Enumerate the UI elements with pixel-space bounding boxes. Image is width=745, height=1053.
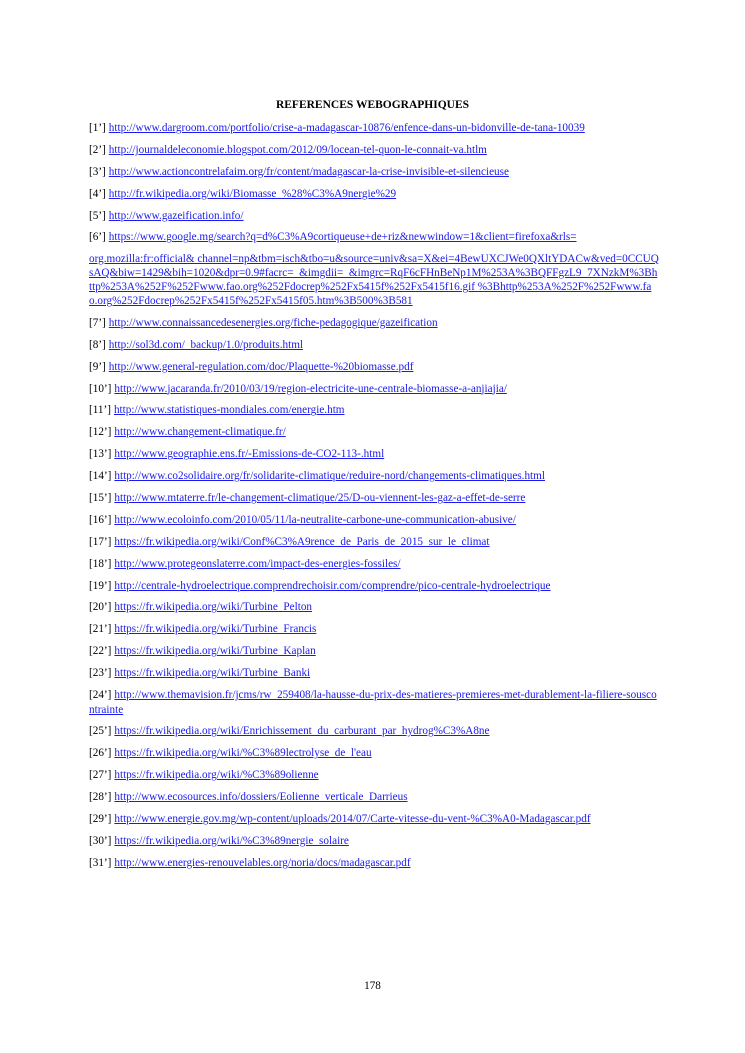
reference-item (89, 382, 659, 397)
reference-item (89, 688, 659, 717)
reference-number: [24’] (89, 689, 112, 701)
reference-number: [18’] (89, 557, 112, 570)
reference-number: [21’] (89, 623, 112, 636)
reference-number: [2’] (89, 143, 106, 156)
reference-link[interactable]: http://www.general-regulation.com/doc/Plaquette-%20biomasse.pdf (108, 360, 414, 373)
reference-link[interactable]: http://www.mtaterre.fr/le-changement-climatique/25/D-ou-viennent-les-gaz-a-effet-de-serre (114, 491, 526, 504)
page-number: 178 (364, 980, 381, 992)
reference-link[interactable]: http://www.dargroom.com/portfolio/crise-a-madagascar-10876/enfence-dans-un-bidonville-de-tana-10039 (108, 122, 585, 134)
reference-number: [31’] (89, 856, 112, 869)
reference-number: [20’] (89, 601, 112, 614)
reference-number: [27’] (89, 769, 112, 782)
reference-number: [30’] (89, 834, 112, 847)
reference-number: [28’] (89, 791, 112, 804)
reference-item (89, 165, 659, 180)
reference-link[interactable]: http://www.statistiques-mondiales.com/energie.htm (113, 404, 345, 417)
reference-number: [14’] (89, 470, 112, 483)
reference-item (89, 469, 659, 484)
reference-link[interactable]: https://fr.wikipedia.org/wiki/Conf%C3%A9rence_de_Paris_de_2015_sur_le_climat (114, 535, 490, 548)
reference-link[interactable]: https://fr.wikipedia.org/wiki/%C3%89olienne (114, 769, 319, 782)
reference-link[interactable]: http://www.jacaranda.fr/2010/03/19/region-electricite-une-centrale-biomasse-a-anjiajia/ (114, 382, 507, 395)
reference-item (89, 812, 659, 827)
reference-number: [17’] (89, 535, 112, 548)
reference-number: [3’] (89, 165, 106, 178)
reference-item (89, 447, 659, 462)
reference-number: [16’] (89, 513, 112, 526)
reference-number: [11’] (89, 404, 111, 417)
reference-link-continuation[interactable]: org.mozilla:fr:official& channel=np&tbm=isch&tbo=u&source=univ&sa=X&ei=4BewUXCJWe0QXltYDACw&ved=0CCUQsAQ&biw=1429&bih=1020&dpr=0.9#facrc=_&imgdii=_&imgrc=RqF6cFHnBeNp1M%253A%3BQFFgzL9_7XNzkM%3Bhttp%253A%252F%252Fwww.fao.org%252Fdocrep%252Fx5415f%252Fx5415f16.gif %3Bhttp%253A%252F%252Fwww.fao.org%252Fdocrep%252Fx5415f%252Fx5415f05.htm%3B500%3B581 (89, 252, 659, 308)
reference-link[interactable]: http://www.ecosources.info/dossiers/Eolienne_verticale_Darrieus (114, 791, 408, 804)
reference-link[interactable]: https://fr.wikipedia.org/wiki/Turbine_Francis (114, 623, 317, 636)
reference-number: [15’] (89, 491, 112, 504)
reference-number: [4’] (89, 187, 106, 200)
reference-link[interactable]: http://journaldeleconomie.blogspot.com/2012/09/locean-tel-quon-le-connait-va.htlm (108, 143, 487, 156)
reference-item (89, 209, 659, 224)
reference-item (89, 535, 659, 550)
reference-number: [13’] (89, 448, 112, 461)
reference-number: [23’] (89, 667, 112, 680)
reference-item (89, 338, 659, 353)
reference-item (89, 768, 659, 783)
reference-item (89, 557, 659, 572)
reference-link[interactable]: http://www.connaissancedesenergies.org/fiche-pedagogique/gazeification (108, 316, 438, 329)
reference-number: [19’] (89, 579, 112, 592)
reference-link[interactable]: https://www.google.mg/search?q=d%C3%A9cortiqueuse+de+riz&newwindow=1&client=firefoxa&rls= (108, 231, 577, 244)
reference-number: [12’] (89, 426, 112, 439)
reference-item (89, 187, 659, 202)
reference-number: [1’] (89, 122, 106, 134)
reference-item (89, 600, 659, 615)
reference-link[interactable]: http://www.protegeonslaterre.com/impact-des-energies-fossiles/ (114, 557, 401, 570)
reference-link[interactable]: https://fr.wikipedia.org/wiki/Turbine_Pelton (114, 601, 313, 614)
reference-item (89, 579, 659, 594)
reference-number: [10’] (89, 382, 112, 395)
reference-number: [22’] (89, 645, 112, 658)
reference-link[interactable]: http://www.gazeification.info/ (108, 209, 244, 222)
reference-item (89, 491, 659, 506)
reference-link[interactable]: http://sol3d.com/_backup/1.0/produits.html (108, 338, 304, 351)
reference-item (89, 666, 659, 681)
reference-item (89, 622, 659, 637)
reference-link[interactable]: http://www.actioncontrelafaim.org/fr/content/madagascar-la-crise-invisible-et-silencieuse (108, 165, 509, 178)
reference-link[interactable]: https://fr.wikipedia.org/wiki/%C3%89lectrolyse_de_l'eau (114, 747, 372, 760)
reference-item (89, 316, 659, 331)
reference-link[interactable]: http://www.changement-climatique.fr/ (114, 426, 286, 439)
reference-number: [26’] (89, 747, 112, 760)
reference-link[interactable]: http://www.energie.gov.mg/wp-content/uploads/2014/07/Carte-vitesse-du-vent-%C3%A0-Madagascar.pdf (114, 812, 591, 825)
reference-item (89, 143, 659, 158)
reference-link[interactable]: http://www.themavision.fr/jcms/rw_259408/la-hausse-du-prix-des-matieres-premieres-met-durablement-la-filiere-souscontrainte (89, 689, 657, 716)
reference-link[interactable]: http://www.ecoloinfo.com/2010/05/11/la-neutralite-carbone-une-communication-abusive/ (114, 513, 516, 526)
reference-number: [9’] (89, 360, 106, 373)
reference-item (89, 403, 659, 418)
reference-list (89, 121, 659, 878)
reference-item (89, 513, 659, 528)
reference-item (89, 644, 659, 659)
reference-link[interactable]: https://fr.wikipedia.org/wiki/Enrichissement_du_carburant_par_hydrog%C3%A8ne (114, 725, 490, 738)
reference-number: [25’] (89, 725, 112, 738)
reference-number: [7’] (89, 316, 106, 329)
reference-link[interactable]: http://www.co2solidaire.org/fr/solidarite-climatique/reduire-nord/changements-climatiques.html (114, 470, 545, 483)
reference-link[interactable]: http://fr.wikipedia.org/wiki/Biomasse_%28%C3%A9nergie%29 (108, 187, 397, 200)
reference-link[interactable]: http://www.geographie.ens.fr/-Emissions-de-CO2-113-.html (114, 448, 385, 461)
reference-item (89, 746, 659, 761)
reference-number: [6’] (89, 231, 106, 244)
reference-item (89, 121, 659, 136)
page-title: REFERENCES WEBOGRAPHIQUES (275, 99, 470, 111)
reference-link[interactable]: http://centrale-hydroelectrique.comprendrechoisir.com/comprendre/pico-centrale-hydroelectrique (114, 579, 551, 592)
reference-number: [8’] (89, 338, 106, 351)
reference-item (89, 834, 659, 849)
reference-item (89, 856, 659, 871)
reference-number: [29’] (89, 812, 112, 825)
reference-link[interactable]: https://fr.wikipedia.org/wiki/Turbine_Banki (114, 667, 311, 680)
reference-item (89, 724, 659, 739)
reference-item (89, 230, 659, 308)
reference-link[interactable]: https://fr.wikipedia.org/wiki/%C3%89nergie_solaire (114, 834, 349, 847)
reference-item (89, 425, 659, 440)
reference-number: [5’] (89, 209, 106, 222)
reference-link[interactable]: https://fr.wikipedia.org/wiki/Turbine_Kaplan (114, 645, 316, 658)
reference-item (89, 790, 659, 805)
reference-link[interactable]: http://www.energies-renouvelables.org/noria/docs/madagascar.pdf (114, 856, 411, 869)
reference-item (89, 360, 659, 375)
